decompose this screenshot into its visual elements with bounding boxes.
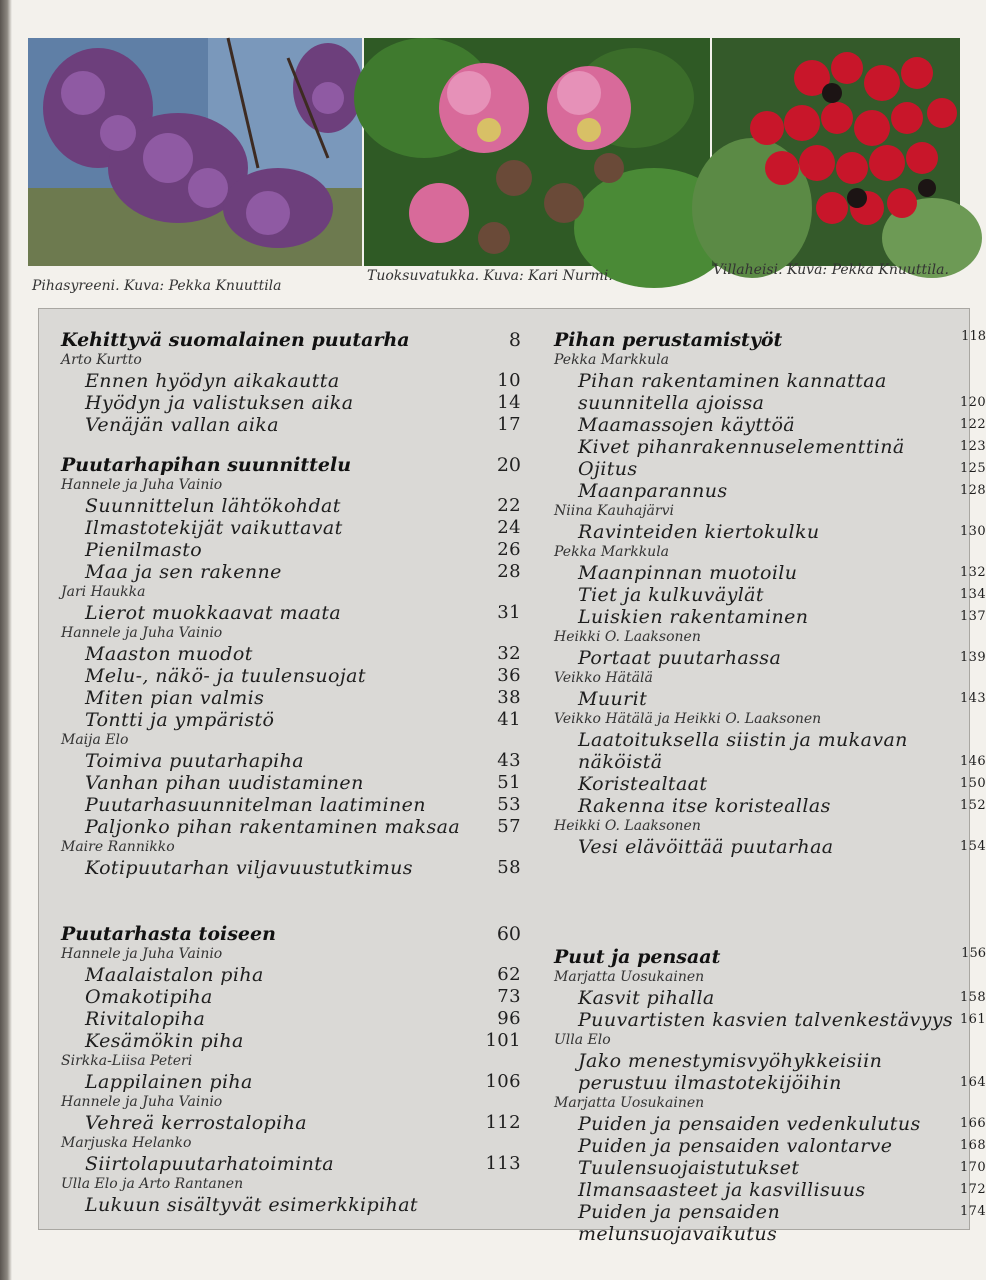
author: Maija Elo bbox=[61, 732, 129, 748]
author: Hannele ja Juha Vainio bbox=[61, 625, 223, 641]
lilac-caption: Pihasyreeni. Kuva: Pekka Knuuttila bbox=[32, 278, 282, 294]
toc-entry[interactable]: Toimiva puutarhapiha 43 bbox=[85, 750, 521, 772]
section-title: Puutarhasta toiseen bbox=[61, 923, 276, 945]
section-page: 20 bbox=[496, 454, 521, 476]
toc-entry[interactable]: Ojitus 125 bbox=[578, 458, 986, 480]
toc-entry[interactable]: Maaston muodot 32 bbox=[85, 643, 521, 665]
toc-entry[interactable]: Tontti ja ympäristö 41 bbox=[85, 709, 521, 731]
section-page: 8 bbox=[508, 329, 521, 351]
author: Marjuska Helanko bbox=[61, 1135, 192, 1151]
page-binding-shadow bbox=[0, 0, 12, 1280]
toc-entry[interactable]: Maamassojen käyttöä 122 bbox=[578, 414, 986, 436]
toc-entry[interactable]: Rakenna itse koristeallas 152 bbox=[578, 795, 986, 817]
toc-entry[interactable]: Portaat puutarhassa 139 bbox=[578, 647, 986, 669]
toc-entry[interactable]: Lappilainen piha 106 bbox=[85, 1071, 521, 1093]
author: Ulla Elo bbox=[554, 1032, 611, 1048]
toc-entry[interactable]: Rivitalopiha 96 bbox=[85, 1008, 521, 1030]
toc-entry[interactable]: Vehreä kerrostalopiha 112 bbox=[85, 1112, 521, 1134]
toc-entry[interactable]: Lierot muokkaavat maata 31 bbox=[85, 602, 521, 624]
toc-entry[interactable]: Tuulensuojaistutukset 170 bbox=[578, 1157, 986, 1179]
section-page: 156 bbox=[961, 946, 986, 961]
section-kehittyva bbox=[61, 329, 521, 436]
author: Niina Kauhajärvi bbox=[554, 503, 674, 519]
toc-entry[interactable]: Maanpinnan muotoilu 132 bbox=[578, 562, 986, 584]
toc-entry[interactable]: Puuvartisten kasvien talvenkestävyys 161 bbox=[578, 1009, 986, 1031]
toc-entry[interactable]: Ennen hyödyn aikakautta 10 bbox=[85, 370, 521, 392]
section-title: Puutarhapihan suunnittelu bbox=[61, 454, 352, 476]
author: Maire Rannikko bbox=[61, 839, 175, 855]
author: Ulla Elo ja Arto Rantanen bbox=[61, 1176, 244, 1192]
toc-entry[interactable]: Kasvit pihalla 158 bbox=[578, 987, 986, 1009]
toc-entry[interactable]: Pienilmasto 26 bbox=[85, 539, 521, 561]
toc-entry[interactable]: Puutarhasuunnitelman laatiminen 53 bbox=[85, 794, 521, 816]
toc-entry[interactable]: Laatoituksella siistin ja mukavan bbox=[578, 729, 908, 751]
section-page: 118 bbox=[961, 329, 986, 344]
toc-entry[interactable]: Vesi elävöittää puutarhaa 154 bbox=[578, 836, 986, 858]
toc-entry[interactable]: Kivet pihanrakennuselementtinä 123 bbox=[578, 436, 986, 458]
author: Arto Kurtto bbox=[61, 352, 142, 368]
toc-entry[interactable]: Maanparannus 128 bbox=[578, 480, 986, 502]
section-puutarhasta-toiseen bbox=[61, 923, 521, 1216]
table-of-contents bbox=[38, 308, 986, 1245]
author: Marjatta Uosukainen bbox=[554, 969, 705, 985]
toc-entry[interactable]: perustuu ilmastotekijöihin 164 bbox=[578, 1072, 986, 1094]
toc-entry[interactable]: Ilmansaasteet ja kasvillisuus 172 bbox=[578, 1179, 986, 1201]
toc-entry[interactable]: Lukuun sisältyvät esimerkkipihat bbox=[85, 1194, 418, 1216]
viburnum-photo bbox=[712, 38, 960, 266]
toc-entry[interactable]: Puiden ja pensaiden valontarve 168 bbox=[578, 1135, 986, 1157]
section-title: Puut ja pensaat bbox=[554, 946, 721, 968]
author: Jari Haukka bbox=[61, 584, 146, 600]
toc-entry[interactable]: näköistä 146 bbox=[578, 751, 986, 773]
toc-entry[interactable]: Hyödyn ja valistuksen aika 14 bbox=[85, 392, 521, 414]
viburnum-caption: Villaheisi. Kuva: Pekka Knuuttila. bbox=[713, 262, 949, 278]
section-title: Kehittyvä suomalainen puutarha bbox=[61, 329, 410, 351]
author: Veikko Hätälä bbox=[554, 670, 653, 686]
author: Heikki O. Laaksonen bbox=[554, 629, 701, 645]
author: Pekka Markkula bbox=[554, 544, 670, 560]
toc-entry[interactable]: Kesämökin piha 101 bbox=[85, 1030, 521, 1052]
toc-entry[interactable]: Omakotipiha 73 bbox=[85, 986, 521, 1008]
section-perustamistyot bbox=[554, 329, 986, 858]
toc-entry[interactable]: Puiden ja pensaiden melunsuojavaikutus 174 bbox=[578, 1201, 986, 1245]
section-puut-ja-pensaat bbox=[554, 946, 986, 1245]
toc-entry[interactable]: Pihan rakentaminen kannattaa bbox=[578, 370, 887, 392]
toc-entry[interactable]: Venäjän vallan aika 17 bbox=[85, 414, 521, 436]
toc-entry[interactable]: Muurit 143 bbox=[578, 688, 986, 710]
author: Hannele ja Juha Vainio bbox=[61, 946, 223, 962]
toc-entry[interactable]: Ravinteiden kiertokulku 130 bbox=[578, 521, 986, 543]
toc-entry[interactable]: Paljonko pihan rakentaminen maksaa 57 bbox=[85, 816, 521, 838]
toc-entry[interactable]: Jako menestymisvyöhykkeisiin bbox=[578, 1050, 883, 1072]
author: Sirkka-Liisa Peteri bbox=[61, 1053, 193, 1069]
toc-entry[interactable]: Luiskien rakentaminen 137 bbox=[578, 606, 986, 628]
raspberry-caption: Tuoksuvatukka. Kuva: Kari Nurmi. bbox=[367, 268, 613, 284]
toc-entry[interactable]: suunnitella ajoissa 120 bbox=[578, 392, 986, 414]
raspberry-photo bbox=[364, 38, 710, 266]
toc-entry[interactable]: Vanhan pihan uudistaminen 51 bbox=[85, 772, 521, 794]
toc-entry[interactable]: Maa ja sen rakenne 28 bbox=[85, 561, 521, 583]
section-suunnittelu bbox=[61, 454, 521, 879]
toc-entry[interactable]: Maalaistalon piha 62 bbox=[85, 964, 521, 986]
author: Marjatta Uosukainen bbox=[554, 1095, 705, 1111]
toc-entry[interactable]: Suunnittelun lähtökohdat 22 bbox=[85, 495, 521, 517]
author: Hannele ja Juha Vainio bbox=[61, 477, 223, 493]
section-page: 60 bbox=[496, 923, 521, 945]
author: Heikki O. Laaksonen bbox=[554, 818, 701, 834]
toc-entry[interactable]: Tiet ja kulkuväylät 134 bbox=[578, 584, 986, 606]
lilac-photo bbox=[28, 38, 362, 266]
author: Hannele ja Juha Vainio bbox=[61, 1094, 223, 1110]
toc-right-column bbox=[554, 329, 986, 1245]
author: Pekka Markkula bbox=[554, 352, 670, 368]
toc-entry[interactable]: Siirtolapuutarhatoiminta 113 bbox=[85, 1153, 521, 1175]
section-title: Pihan perustamistyöt bbox=[554, 329, 783, 351]
toc-left-column bbox=[61, 329, 521, 1216]
toc-entry[interactable]: Koristealtaat 150 bbox=[578, 773, 986, 795]
toc-entry[interactable]: Kotipuutarhan viljavuustutkimus 58 bbox=[85, 857, 521, 879]
toc-entry[interactable]: Puiden ja pensaiden vedenkulutus 166 bbox=[578, 1113, 986, 1135]
author: Veikko Hätälä ja Heikki O. Laaksonen bbox=[554, 711, 822, 727]
toc-entry[interactable]: Miten pian valmis 38 bbox=[85, 687, 521, 709]
toc-entry[interactable]: Melu-, näkö- ja tuulensuojat 36 bbox=[85, 665, 521, 687]
toc-entry[interactable]: Ilmastotekijät vaikuttavat 24 bbox=[85, 517, 521, 539]
